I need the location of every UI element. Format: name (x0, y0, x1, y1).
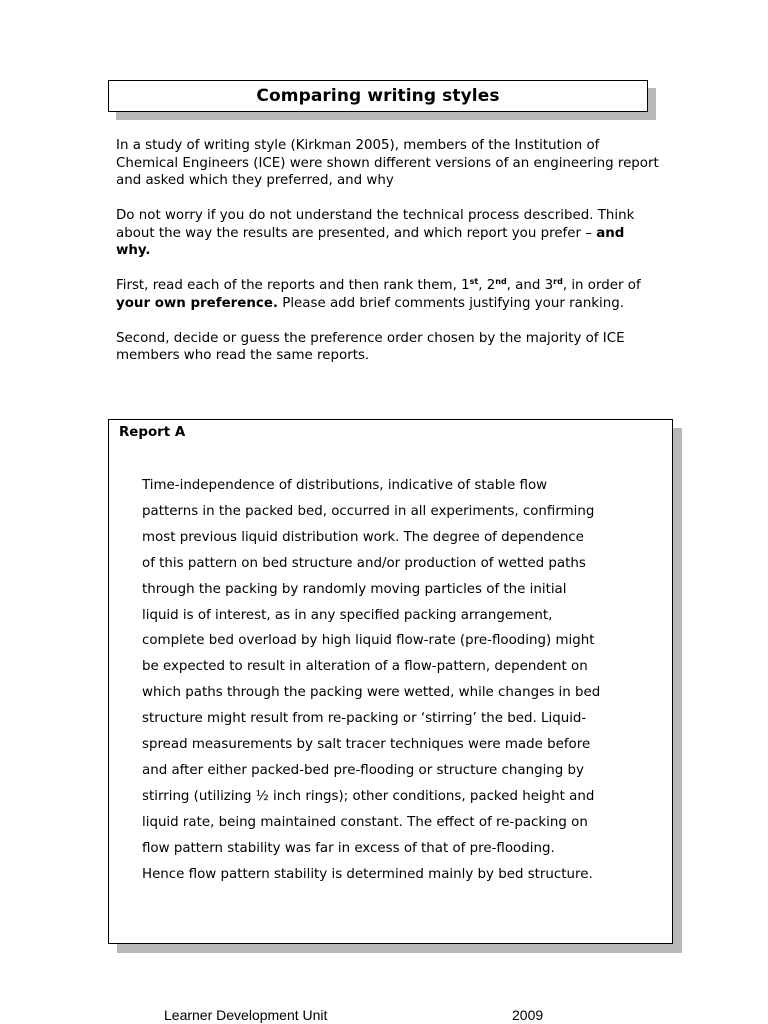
footer-organization: Learner Development Unit (164, 1007, 328, 1023)
report-line: complete bed overload by high liquid flow-rate (pre-flooding) might (142, 633, 595, 649)
footer-year: 2009 (512, 1007, 544, 1023)
intro-p3-sup-third: rd (553, 277, 563, 286)
page-title: Comparing writing styles (256, 86, 500, 106)
intro-p3-b: , 2 (478, 278, 496, 293)
report-line: be expected to result in alteration of a flow-pattern, dependent on (142, 659, 588, 675)
report-title: Report A (119, 425, 186, 440)
report-line: spread measurements by salt tracer techniques were made before (142, 737, 591, 753)
report-line: liquid rate, being maintained constant. The effect of re-packing on (142, 814, 588, 830)
intro-p3-bold: your own preference. (116, 295, 278, 311)
report-line: liquid is of interest, as in any specified packing arrangement, (142, 607, 553, 623)
intro-section (116, 137, 661, 382)
report-line: most previous liquid distribution work. The degree of dependence (142, 529, 584, 545)
intro-paragraph-1: In a study of writing style (Kirkman 2005), members of the Institution of Chemical Engineers (ICE) were shown different versions of an engineering report and asked which they preferred, and why (116, 138, 659, 188)
intro-paragraph-2-bold: and why. (116, 225, 625, 258)
report-line: and after either packed-bed pre-flooding or structure changing by (142, 762, 584, 778)
report-line: structure might result from re-packing or ‘stirring’ the bed. Liquid- (142, 711, 587, 727)
report-line: Hence flow pattern stability is determined mainly by bed structure. (142, 866, 593, 882)
report-body (142, 473, 642, 888)
intro-paragraph-2 (116, 207, 661, 260)
report-line: of this pattern on bed structure and/or production of wetted paths (142, 555, 586, 571)
intro-paragraph-3 (116, 277, 661, 312)
report-a-box (108, 419, 673, 944)
intro-p3-c: , and 3 (506, 278, 554, 293)
report-line: patterns in the packed bed, occurred in all experiments, confirming (142, 503, 595, 519)
report-line: flow pattern stability was far in excess of that of pre-flooding. (142, 840, 555, 856)
intro-p3-e: Please add brief comments justifying your ranking. (278, 295, 625, 311)
intro-p3-a: First, read each of the reports and then rank them, 1 (116, 278, 470, 293)
title-box (108, 80, 648, 112)
intro-p3-d: , in order of (562, 278, 641, 293)
intro-paragraph-4: Second, decide or guess the preference order chosen by the majority of ICE members who read the same reports. (116, 330, 625, 363)
intro-paragraph-2-text: Do not worry if you do not understand the technical process described. Think about the way the results are presented, and which report you prefer – (116, 208, 635, 241)
report-line: through the packing by randomly moving particles of the initial (142, 581, 567, 597)
intro-p3-sup-second: nd (495, 277, 507, 286)
report-line: stirring (utilizing ½ inch rings); other conditions, packed height and (142, 788, 595, 804)
report-line: Time-independence of distributions, indicative of stable flow (142, 478, 548, 493)
report-line: which paths through the packing were wetted, while changes in bed (142, 685, 601, 701)
intro-p3-sup-first: st (469, 277, 479, 286)
